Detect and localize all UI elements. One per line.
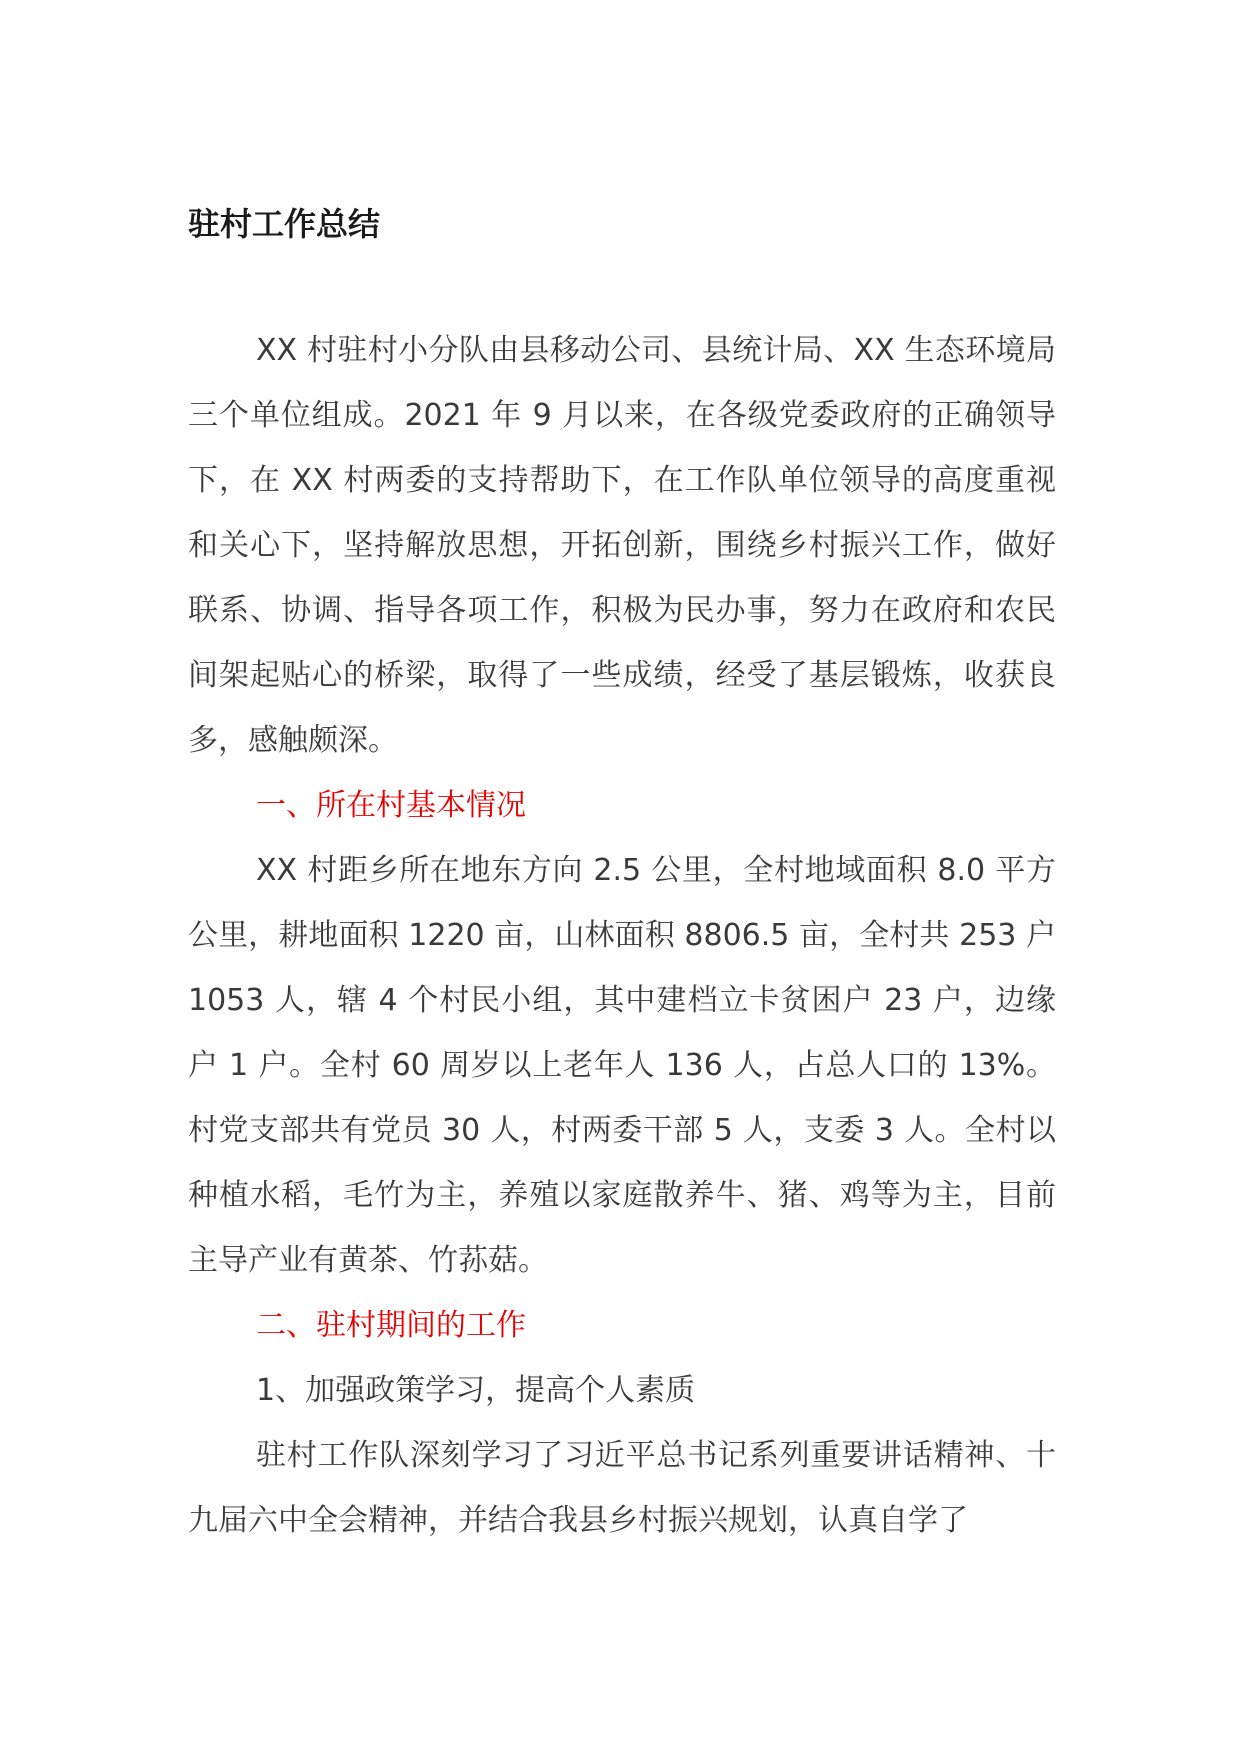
policy-study-paragraph: 驻村工作队深刻学习了习近平总书记系列重要讲话精神、十九届六中全会精神，并结合我县乡村振兴规划，认真自学了 [188,1438,1056,1538]
village-info-paragraph: XX 村距乡所在地东方向 2.5 公里，全村地域面积 8.0 平方公里，耕地面积 1220 亩，山林面积 8806.5 亩，全村共 253 户 1053 人，辖 4 个村民小组，其中建档立卡贫困户 23 户，边缘户 1 户。全村 60 周岁以上老年人 136 人，占总人口的 13%。村党支部共有党员 30 人，村两委干部 5 人，支委 3 人。全村以种植水稻，毛竹为主，养殖以家庭散养牛、猪、鸡等为主，目前主导产业有黄茶、竹荪菇。 [188,853,1056,1278]
subsection-heading-policy-study: 1、加强政策学习，提高个人素质 [256,1373,696,1408]
intro-paragraph: XX 村驻村小分队由县移动公司、县统计局、XX 生态环境局三个单位组成。2021 年 9 月以来，在各级党委政府的正确领导下，在 XX 村两委的支持帮助下，在工作队单位领导的高度重视和关心下，坚持解放思想，开拓创新，围绕乡村振兴工作，做好联系、协调、指导各项工作，积极为民办事，努力在政府和农民间架起贴心的桥梁，取得了一些成绩，经受了基层锻炼，收获良多，感触颇深。 [188,333,1056,758]
section-heading-village-info: 一、所在村基本情况 [256,788,526,823]
document-body [188,318,1056,1553]
document-title: 驻村工作总结 [188,205,381,243]
section-heading-work: 二、驻村期间的工作 [256,1308,526,1343]
